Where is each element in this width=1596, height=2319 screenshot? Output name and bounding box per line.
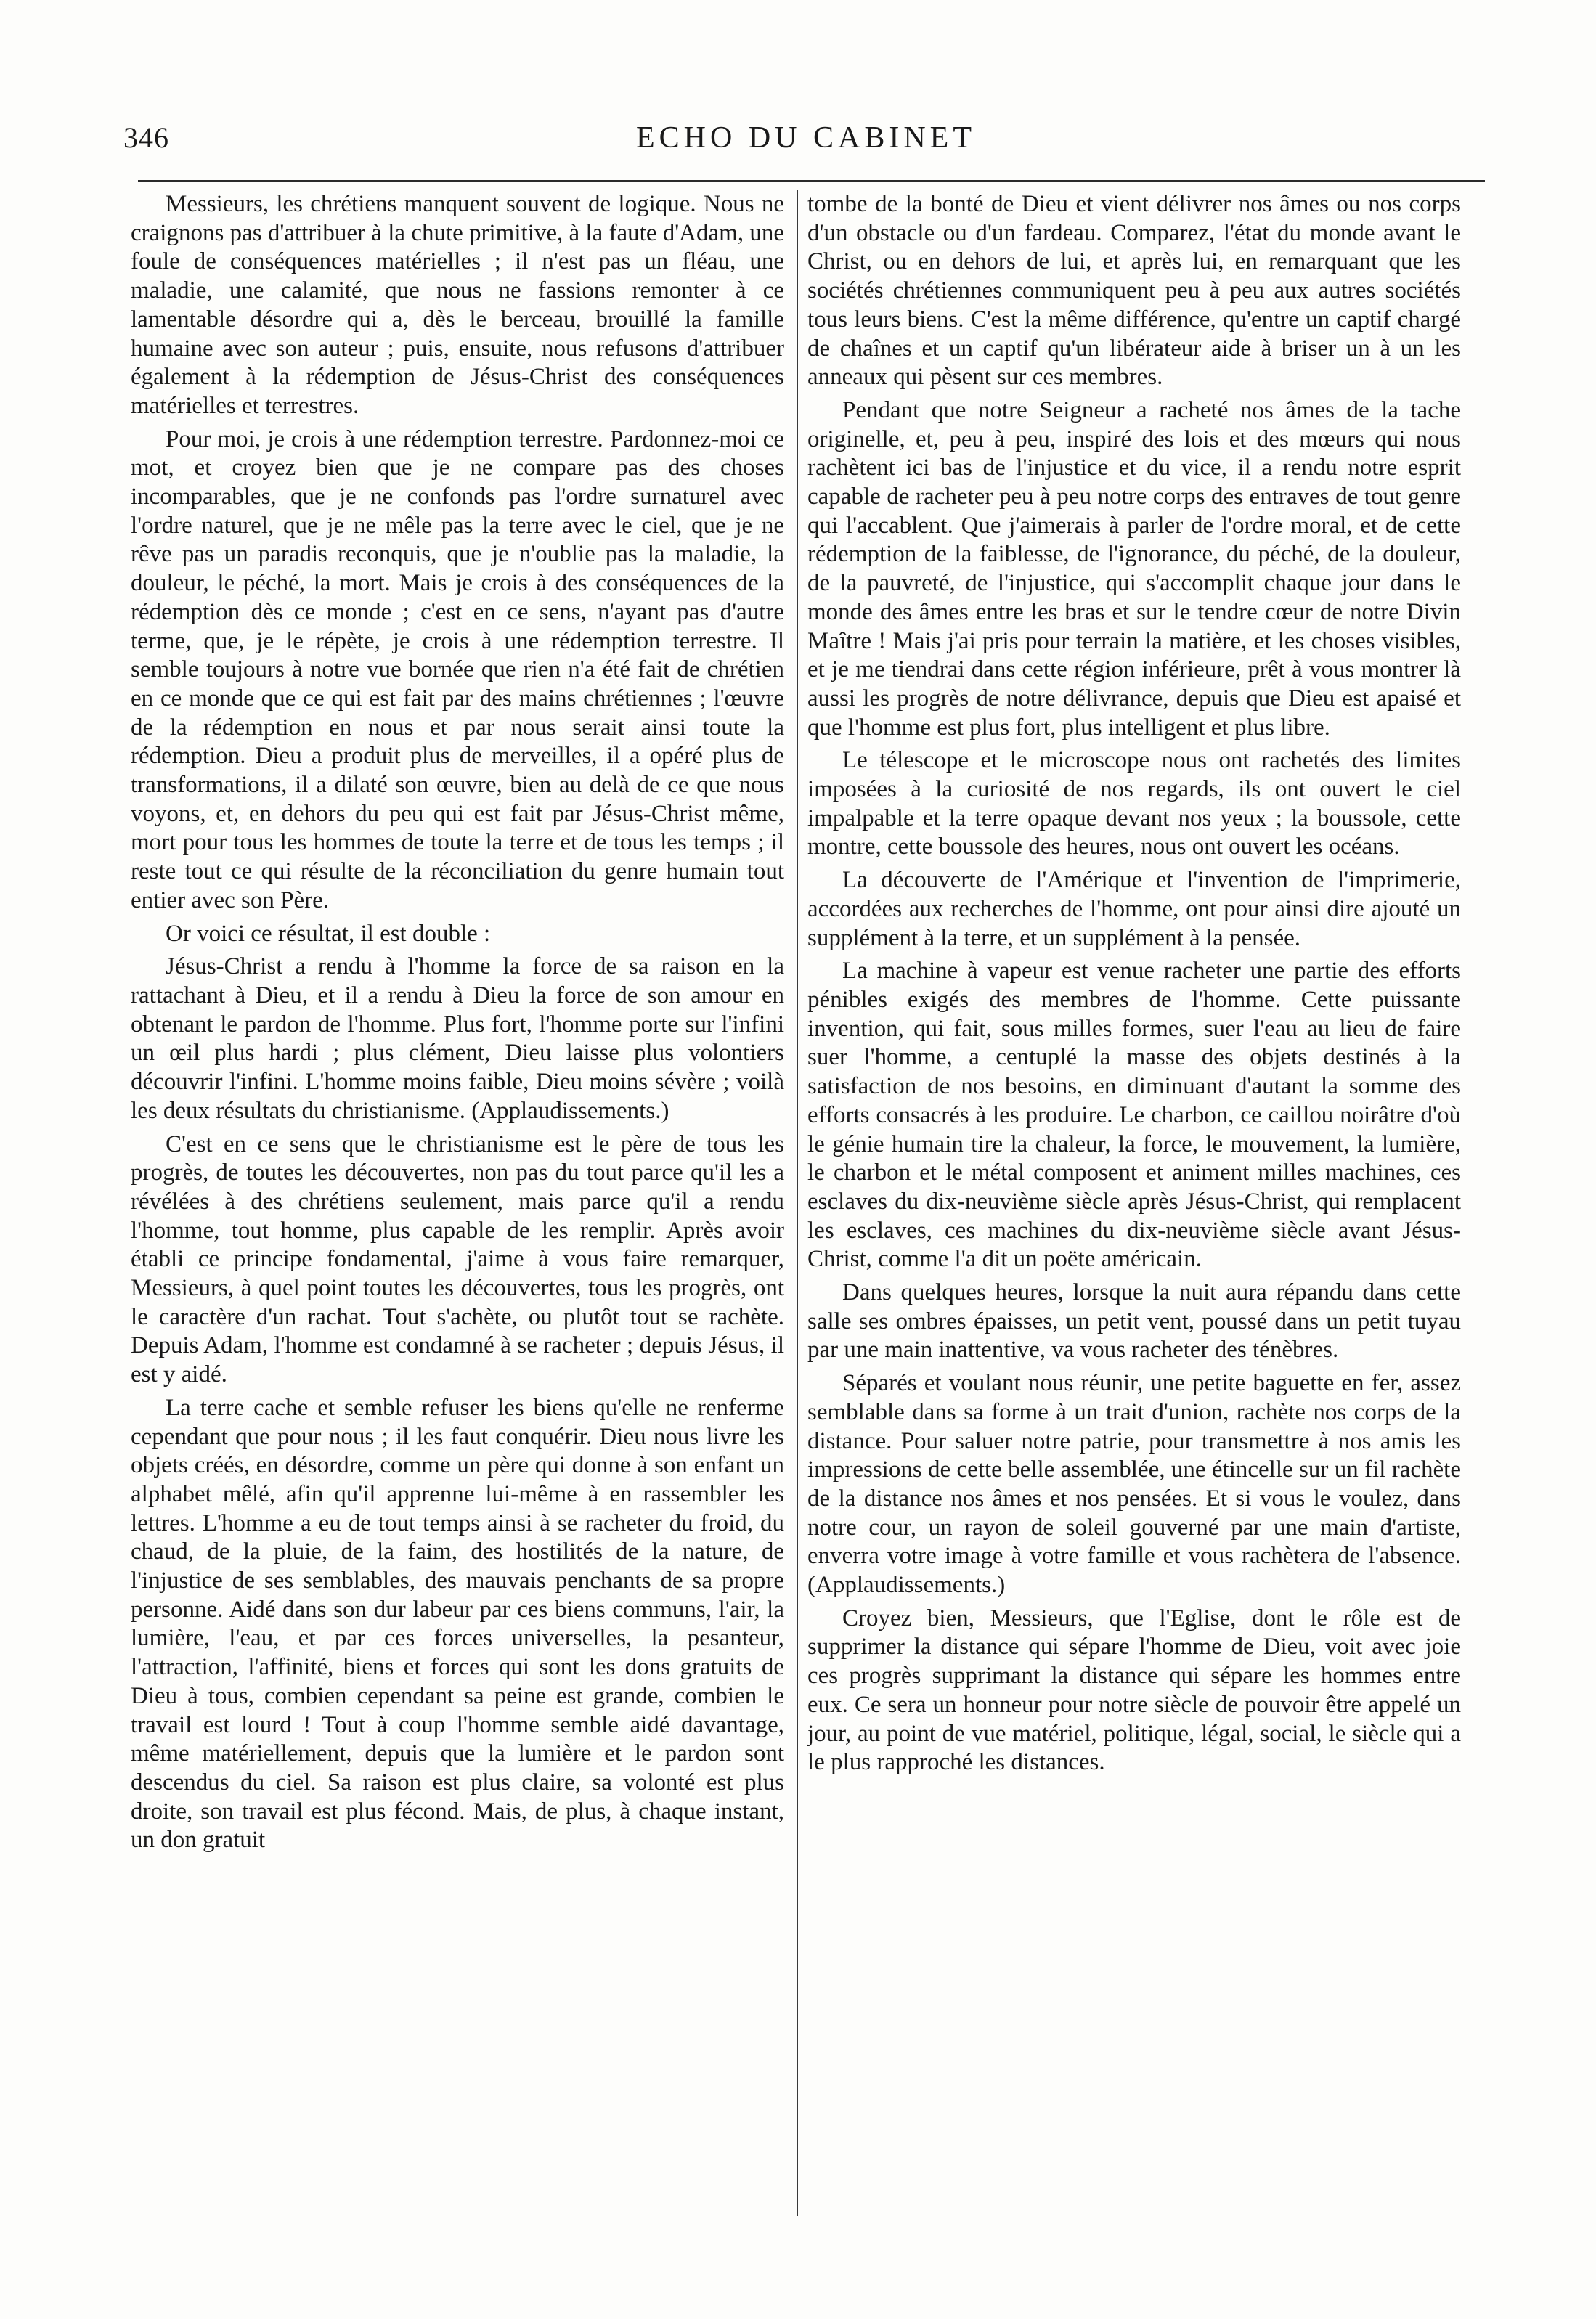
paragraph: Pour moi, je crois à une rédemption terrestre. Pardonnez-moi ce mot, et croyez bien que je ne compare pas des choses incomparables, que je ne confonds pas l'ordre surnaturel avec l'ordre naturel, que je ne mêle pas la terre avec le ciel, que je ne rêve pas un paradis reconquis, que je n'oublie pas la maladie, la douleur, le péché, la mort. Mais je crois à des conséquences de la rédemption dès ce monde ; c'est en ce sens, n'ayant pas d'autre terme, que, je le répète, je crois à une rédemption terrestre. Il semble toujours à notre vue bornée que rien n'a été fait de chrétien en ce monde que ce qui est fait par des mains chrétiennes ; l'œuvre de la rédemption en nous et par nous serait ainsi toute la rédemption. Dieu a produit plus de merveilles, il a opéré plus de transformations, il a dilaté son œuvre, bien au delà de ce que nous voyons, et, en dehors du peu qui est fait par Jésus-Christ même, mort pour tous les hommes de toute la terre et de tous les temps ; il reste tout ce qui résulte de la réconciliation du genre humain tout entier avec son Père.	[131, 425, 784, 913]
running-title: ECHO DU CABINET	[636, 121, 976, 155]
right-column	[807, 190, 1461, 1782]
page-number: 346	[123, 121, 169, 154]
paragraph: Le télescope et le microscope nous ont rachetés des limites imposées à la curiosité de nos regards, ils ont ouvert le ciel impalpable et la terre opaque devant nos yeux ; la boussole, cette montre, cette boussole des heures, nous ont ouvert les océans.	[807, 747, 1461, 860]
header-rule	[138, 180, 1485, 182]
paragraph: C'est en ce sens que le christianisme est le père de tous les progrès, de toutes les découvertes, non pas du tout parce qu'il les a révélées à des chrétiens seulement, mais parce qu'il a rendu l'homme, tout homme, plus capable de les remplir. Après avoir établi ce principe fondamental, j'aime à vous faire remarquer, Messieurs, à quel point toutes les découvertes, tous les progrès, ont le caractère d'un rachat. Tout s'achète, ou plutôt tout se rachète. Depuis Adam, l'homme est condamné à se racheter ; depuis Jésus, il est y aidé.	[131, 1130, 784, 1388]
page-header	[123, 116, 1489, 167]
paragraph: La terre cache et semble refuser les biens qu'elle ne renferme cependant que pour nous ; il les faut conquérir. Dieu nous livre les objets créés, en désordre, comme un père qui donne à son enfant un alphabet mêlé, afin qu'il apprenne lui-même à en rassembler les lettres. L'homme a eu de tout temps ainsi à se racheter du froid, du chaud, de la pluie, de la faim, des hostilités de la nature, de l'injustice de ses semblables, des mauvais penchants de sa propre personne. Aidé dans son dur labeur par ces biens communs, l'air, la lumière, l'eau, et par ces forces universelles, la pesanteur, l'attraction, l'affinité, biens et forces qui sont les dons gratuits de Dieu à tous, combien cependant sa peine est grande, combien le travail est lourd ! Tout à coup l'homme semble aidé davantage, même matériellement, depuis que la lumière et le pardon sont descendus du ciel. Sa raison est plus claire, sa volonté est plus droite, son travail est plus fécond. Mais, de plus, à chaque instant, un don gratuit	[131, 1394, 784, 1854]
paragraph: tombe de la bonté de Dieu et vient délivrer nos âmes ou nos corps d'un obstacle ou d'un fardeau. Comparez, l'état du monde avant le Christ, ou en dehors de lui, et après lui, en remarquant que les sociétés chrétiennes communiquent peu à peu aux autres sociétés tous leurs biens. C'est la même différence, qu'entre un captif chargé de chaînes et un captif qu'un libérateur aide à briser un à un les anneaux qui pèsent sur ces membres.	[807, 191, 1461, 391]
paragraph: La machine à vapeur est venue racheter une partie des efforts pénibles exigés des membres de l'homme. Cette puissante invention, qui fait, sous milles formes, suer l'eau au lieu de faire suer l'homme, a centuplé la masse des objets destinés à la satisfaction de nos besoins, en diminuant d'autant la somme des efforts consacrés à les produire. Le charbon, ce caillou noirâtre d'où le génie humain tire la chaleur, la force, le mouvement, la lumière, le charbon et le métal composent et animent milles machines, ces esclaves du dix-neuvième siècle après Jésus-Christ, qui remplacent les esclaves, ces machines du dix-neuvième siècle avant Jésus-Christ, comme l'a dit un poëte américain.	[807, 958, 1461, 1273]
paragraph: Séparés et voulant nous réunir, une petite baguette en fer, assez semblable dans sa forme à un trait d'union, rachète nos corps de la distance. Pour saluer notre patrie, pour transmettre à nos amis les impressions de cette belle assemblée, une étincelle sur un fil rachète de la distance nos âmes et nos pensées. Et si vous le voulez, dans notre cour, un rayon de soleil gouverné par une main d'artiste, enverra votre image à votre famille et vous rachètera de l'absence. (Applaudissements.)	[807, 1370, 1461, 1599]
column-divider	[797, 190, 798, 2216]
paragraph: La découverte de l'Amérique et l'invention de l'imprimerie, accordées aux recherches de l'homme, ont pour ainsi dire ajouté un supplément à la terre, et un supplément à la pensée.	[807, 867, 1461, 951]
paragraph: Dans quelques heures, lorsque la nuit aura répandu dans cette salle ses ombres épaisses, un petit vent, poussé dans un petit tuyau par une main inattentive, va vous racheter des ténèbres.	[807, 1279, 1461, 1364]
paragraph: Pendant que notre Seigneur a racheté nos âmes de la tache originelle, et, peu à peu, inspiré des lois et des mœurs qui nous rachètent ici bas de l'injustice et du vice, il a rendu notre esprit capable de racheter peu à peu notre corps des entraves de tout genre qui l'accablent. Que j'aimerais à parler de l'ordre moral, et de cette rédemption de la faiblesse, de l'ignorance, du péché, de la douleur, de la pauvreté, de l'injustice, qui s'accomplit chaque jour dans le monde des âmes entre les bras et sur le tendre cœur de notre Divin Maître ! Mais j'ai pris pour terrain la matière, et les choses visibles, et je me tiendrai dans cette région inférieure, prêt à vous montrer là aussi les progrès de notre délivrance, depuis que Dieu est apaisé et que l'homme est plus fort, plus intelligent et plus libre.	[807, 396, 1461, 741]
paragraph: Croyez bien, Messieurs, que l'Eglise, dont le rôle est de supprimer la distance qui sépare l'homme de Dieu, voit avec joie ces progrès supprimant la distance qui sépare les hommes entre eux. Ce sera un honneur pour notre siècle de pouvoir être appelé un jour, au point de vue matériel, politique, légal, social, le siècle qui a le plus rapproché les distances.	[807, 1605, 1461, 1776]
paragraph: Messieurs, les chrétiens manquent souvent de logique. Nous ne craignons pas d'attribuer à la chute primitive, à la faute d'Adam, une foule de conséquences matérielles ; il n'est pas un fléau, une maladie, une calamité, que nous ne fassions remonter à ce lamentable désordre qui a, dès le berceau, brouillé la famille humaine avec son auteur ; puis, ensuite, nous refusons d'attribuer également à la rédemption de Jésus-Christ des conséquences matérielles et terrestres.	[131, 191, 784, 419]
left-column	[131, 190, 784, 1859]
paragraph: Or voici ce résultat, il est double :	[166, 920, 491, 947]
paragraph: Jésus-Christ a rendu à l'homme la force de sa raison en la rattachant à Dieu, et il a rendu à Dieu la force de son amour en obtenant le pardon de l'homme. Plus fort, l'homme porte sur l'infini un œil plus hardi ; plus clément, Dieu laisse plus volontiers découvrir l'infini. L'homme moins faible, Dieu moins sévère ; voilà les deux résultats du christianisme. (Applaudissements.)	[131, 953, 784, 1124]
